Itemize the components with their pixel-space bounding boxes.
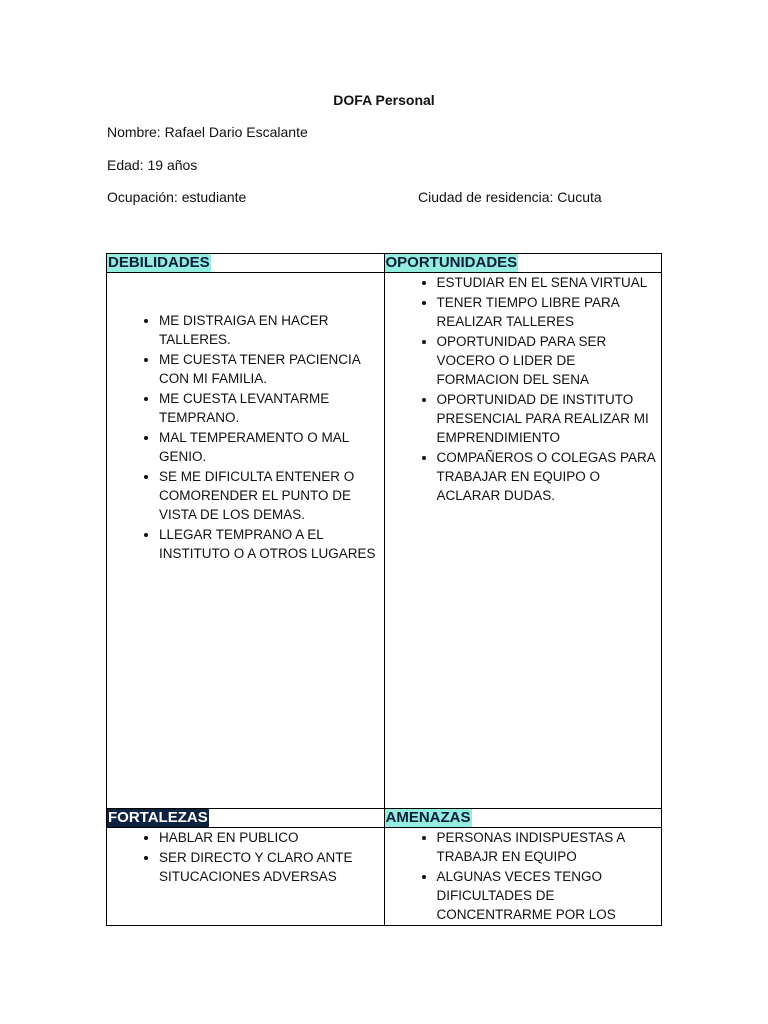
oportunidades-header-cell — [384, 254, 662, 273]
dofa-table — [106, 253, 662, 926]
amenazas-title: AMENAZAS — [385, 809, 471, 826]
list-item: • SE ME DIFICULTA ENTENER O COMORENDER EL PUNTO DE VISTA DE LOS DEMAS. — [159, 467, 380, 524]
ciudad-line: Ciudad de residencia: Cucuta — [418, 189, 602, 205]
fortalezas-list — [107, 828, 384, 886]
fortalezas-cell — [107, 828, 385, 926]
list-item: • PERSONAS INDISPUESTAS A TRABAJR EN EQUIPO — [437, 828, 658, 866]
list-item: • COMPAÑEROS O COLEGAS PARA TRABAJAR EN EQUIPO O ACLARAR DUDAS. — [437, 448, 658, 505]
debilidades-cell — [107, 273, 385, 809]
nombre-line: Nombre: Rafael Dario Escalante — [107, 124, 308, 140]
ocupacion-line: Ocupación: estudiante — [107, 189, 247, 205]
list-item: • ME CUESTA TENER PACIENCIA CON MI FAMILIA. — [159, 350, 380, 388]
list-item: • LLEGAR TEMPRANO A EL INSTITUTO O A OTROS LUGARES — [159, 525, 380, 563]
amenazas-list — [385, 828, 662, 924]
fortalezas-title: FORTALEZAS — [108, 809, 208, 826]
list-item: • ME CUESTA LEVANTARME TEMPRANO. — [159, 389, 380, 427]
list-item: • HABLAR EN PUBLICO — [159, 828, 380, 847]
oportunidades-title: OPORTUNIDADES — [385, 254, 518, 271]
list-item: • TENER TIEMPO LIBRE PARA REALIZAR TALLERES — [437, 293, 658, 331]
debilidades-header-cell — [107, 254, 385, 273]
debilidades-title: DEBILIDADES — [108, 254, 210, 271]
list-item: • ESTUDIAR EN EL SENA VIRTUAL — [437, 273, 658, 292]
list-item: • MAL TEMPERAMENTO O MAL GENIO. — [159, 428, 380, 466]
list-item: • ALGUNAS VECES TENGO DIFICULTADES DE CONCENTRARME POR LOS — [437, 867, 658, 924]
fortalezas-header-cell — [107, 809, 385, 828]
debilidades-list — [107, 273, 384, 563]
amenazas-cell — [384, 828, 662, 926]
amenazas-header-cell — [384, 809, 662, 828]
list-item: • SER DIRECTO Y CLARO ANTE SITUCACIONES ADVERSAS — [159, 848, 380, 886]
page-title: DOFA Personal — [333, 92, 435, 108]
oportunidades-cell — [384, 273, 662, 809]
list-item: • OPORTUNIDAD DE INSTITUTO PRESENCIAL PARA REALIZAR MI EMPRENDIMIENTO — [437, 390, 658, 447]
list-item: • OPORTUNIDAD PARA SER VOCERO O LIDER DE FORMACION DEL SENA — [437, 332, 658, 389]
list-item: • ME DISTRAIGA EN HACER TALLERES. — [159, 311, 380, 349]
edad-line: Edad: 19 años — [107, 157, 198, 173]
oportunidades-list — [385, 273, 662, 505]
